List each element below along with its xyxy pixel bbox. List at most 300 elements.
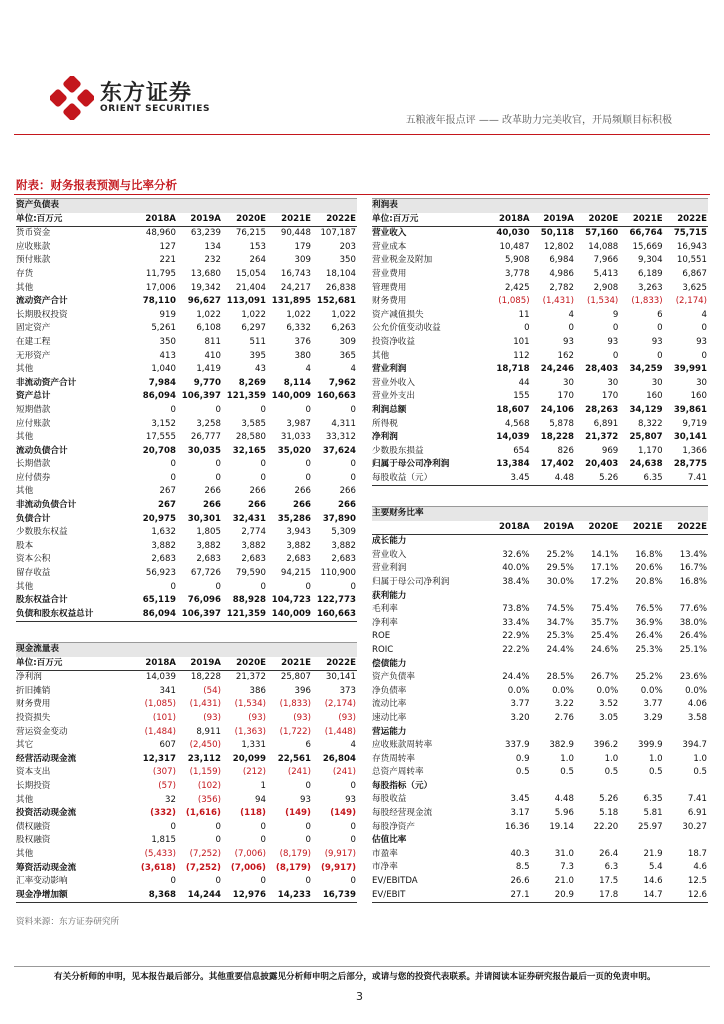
row-label: 无形资产 [16,350,51,361]
row-value: 5,878 [549,418,574,429]
row-value [619,658,663,672]
row-label: 长期借款 [16,459,51,470]
logo-mark-icon [50,76,94,120]
table-row [372,685,708,699]
year-header: 2022E [312,657,357,671]
row-value: 162 [557,350,574,361]
row-value: 14.6 [643,876,663,887]
row-value: 0 [170,876,176,887]
row-value: 8,269 [238,377,266,388]
row-value: 0 [350,835,356,846]
row-value: 25.2% [635,672,663,683]
row-value: 6,891 [593,418,619,429]
row-value: (1,431) [542,296,574,307]
row-value: 33.4% [502,617,530,628]
row-value: (2,174) [675,296,707,307]
row-value: 3.17 [510,808,530,819]
row-value: 0 [568,323,574,334]
row-label: 财务费用 [16,699,51,710]
row-value: 21.9 [643,848,663,859]
row-label: 经营活动现金流 [16,753,77,764]
row-value: 0.0% [596,685,619,696]
row-value: 31.0 [554,848,574,859]
row-value: 2,683 [331,554,356,565]
row-value: 396 [294,685,311,696]
row-label: 短期借款 [16,404,51,415]
table-row [372,671,708,685]
row-value: 3.29 [643,712,663,723]
row-label: 投资损失 [16,712,51,723]
row-value: 15,669 [632,241,663,252]
header-divider [14,134,710,135]
row-value [619,590,663,604]
row-label: 少数股东损益 [372,445,424,456]
row-value: (8,179) [279,848,311,859]
table-row [16,336,357,350]
table-row [16,458,357,472]
row-value: 9 [612,309,619,320]
row-label: 其他 [16,848,34,859]
row-value: 93 [696,336,707,347]
row-value: 79,590 [235,568,266,579]
row-label: 每股收益 [372,794,407,805]
unit-header [372,521,486,535]
row-value: 3.77 [510,699,530,710]
row-label: 每股经营现金流 [372,808,433,819]
row-value: 0 [657,350,663,361]
table-row [372,576,708,590]
row-value: 5.81 [643,808,663,819]
row-value: 22.9% [502,631,530,642]
table-row [372,472,708,486]
row-value: 9,304 [638,255,663,266]
row-value: 73.8% [502,604,530,615]
row-value: 18,228 [190,672,221,683]
row-value: 26,838 [325,282,356,293]
report-title: 五粮液年报点评 —— 改革助力完美收官，开局频顺目标积极 [405,115,672,126]
row-value: (1,431) [189,699,221,710]
row-value: 266 [338,500,356,511]
row-value: 1,170 [638,445,663,456]
row-value: 511 [249,336,266,347]
row-value: 309 [294,255,311,266]
row-value: 0 [215,876,221,887]
row-value: 394.7 [682,740,707,751]
row-value: 4 [305,364,311,375]
section-divider [14,194,710,195]
table-title: 现金流量表 [16,643,357,657]
table-header-row [372,521,708,535]
row-label: 营业利润 [372,563,407,574]
row-value: 35,020 [277,445,311,456]
row-value: 39,991 [673,364,707,375]
row-value: 2.76 [554,712,574,723]
row-value: 101 [513,336,530,347]
row-value: 8,114 [283,377,311,388]
row-value: 3,943 [286,527,311,538]
row-value: 20,708 [142,445,176,456]
row-value: 10,551 [676,255,707,266]
row-value: 63,239 [190,228,221,239]
row-value: 4,311 [331,418,356,429]
row-value: 6,867 [682,268,707,279]
table-row [372,418,708,432]
row-value: 6,108 [196,323,221,334]
table-row [372,254,708,268]
row-value: 170 [601,391,619,402]
row-value: 153 [249,241,266,252]
row-value: 6,297 [241,323,266,334]
row-value: 607 [159,740,176,751]
table-row [16,780,357,794]
row-value: (93) [338,712,356,723]
cash-flow-table [16,642,357,903]
row-value: 24,106 [540,404,574,415]
row-value: 140,009 [267,608,312,622]
row-value: 13,384 [496,459,530,470]
row-label: 少数股东权益 [16,527,68,538]
row-label: 折旧摊销 [16,685,51,696]
row-value: 76,096 [187,595,221,606]
row-value: 56,923 [145,568,176,579]
row-value: 0 [260,821,266,832]
table-row [372,848,708,862]
year-header: 2018A [132,213,177,227]
table-header-row [16,213,357,227]
row-value [575,780,619,794]
table-row [372,295,708,309]
row-value: 24.6% [590,644,619,655]
row-label: 非流动负债合计 [16,500,77,511]
year-header: 2022E [664,213,708,227]
row-value: 26.4% [635,631,663,642]
row-value: 96,627 [187,296,221,307]
row-value: 104,723 [271,595,311,606]
row-value: 78,110 [142,296,176,307]
row-value: (8,179) [275,862,311,873]
row-value: 1,022 [241,309,266,320]
row-label: 现金净增加额 [16,889,132,903]
row-value: 826 [557,445,574,456]
row-label: 每股指标（元） [372,780,433,791]
row-value: 386 [249,685,266,696]
table-row [16,513,357,527]
row-value: (9,917) [320,862,356,873]
row-value: 113,091 [226,296,266,307]
logo-english-name: ORIENT SECURITIES [100,104,211,114]
table-title: 利润表 [372,199,708,213]
row-value: 30,141 [325,672,356,683]
row-value: 131,895 [271,296,311,307]
row-value: 23.6% [679,672,707,683]
row-value: 30.27 [682,821,707,832]
row-value: 3.58 [687,712,707,723]
row-label: 速动比率 [372,712,407,723]
table-row [16,766,357,780]
table-row [372,644,708,658]
table-row [372,322,708,336]
row-value: 20.9 [531,889,575,903]
row-value: 94 [255,794,266,805]
row-value: 17,555 [145,432,176,443]
row-value: (332) [150,808,176,819]
row-value: 1,805 [196,527,221,538]
row-label: 股权融资 [16,835,51,846]
row-value: 2,908 [593,282,619,293]
row-value: 9,770 [193,377,221,388]
row-value: 5,309 [331,527,356,538]
table-row [16,594,357,608]
row-label: 财务费用 [372,296,407,307]
row-value: 28,403 [585,364,619,375]
row-label: 股本 [16,540,34,551]
row-value: 40.0% [502,563,530,574]
row-value [531,780,575,794]
row-value: 32,165 [232,445,266,456]
row-value: 0 [305,835,311,846]
row-value: 21,372 [235,672,266,683]
unit-header: 单位:百万元 [16,657,132,671]
row-value [486,535,530,549]
row-value: (307) [152,767,176,778]
row-label: 存货 [16,268,34,279]
row-value: (1,534) [586,296,619,307]
row-value: 2,683 [151,554,176,565]
table-row [372,753,708,767]
row-value: 0.0% [552,685,574,696]
row-label: 流动比率 [372,699,407,710]
row-label: 应付债券 [16,472,51,483]
row-value: 0 [350,404,356,415]
row-label: 营业收入 [372,549,407,560]
row-value: 341 [159,685,176,696]
table-row [16,685,357,699]
row-value: 654 [513,445,530,456]
row-value: 410 [204,350,221,361]
row-value: 24.4% [502,672,530,683]
row-value: 122,773 [316,595,356,606]
row-value: 0 [170,472,176,483]
year-header: 2022E [312,213,357,227]
row-value: 90,448 [280,228,311,239]
row-value: 0.5 [693,767,707,778]
row-value: 0 [260,876,266,887]
table-row [372,458,708,472]
row-value: (241) [287,767,311,778]
row-label: 归属于母公司净利润 [372,576,450,587]
row-value: 22,561 [277,753,311,764]
row-value: (7,006) [234,848,266,859]
row-value: 38.0% [679,617,707,628]
table-row [16,567,357,581]
row-value: 6,189 [638,268,663,279]
row-value: 32 [165,794,176,805]
row-value: 3.52 [599,699,619,710]
row-label: 应付账款 [16,418,51,429]
row-value: 25.97 [638,821,663,832]
table-row [16,889,357,903]
row-value: 266 [294,486,311,497]
table-row [16,445,357,459]
row-label: 在建工程 [16,336,51,347]
row-value: 0 [215,581,221,592]
row-value: 160,663 [316,391,356,402]
row-value: 35.7% [590,617,619,628]
row-value: 24,638 [629,459,663,470]
row-value: 8,368 [132,889,177,903]
data-source-note: 资料来源：东方证券研究所 [16,917,120,927]
row-value: 1,022 [196,309,221,320]
table-row [16,671,357,685]
table-row [16,485,357,499]
year-header: 2018A [486,213,530,227]
row-value: 17,402 [540,459,574,470]
row-value: 75,715 [673,228,707,239]
row-value: 6 [657,309,663,320]
table-row [372,603,708,617]
row-value: 12.6 [664,889,708,903]
row-value: 28.5% [546,672,574,683]
row-value: 0 [170,404,176,415]
row-value: 0 [657,323,663,334]
row-value: 140,009 [271,391,311,402]
row-value: (9,917) [324,848,356,859]
table-row [372,766,708,780]
row-label: 归属于母公司净利润 [372,459,450,470]
table-row [16,875,357,889]
row-value: 0 [305,404,311,415]
row-value: (1,448) [324,726,356,737]
row-label: 公允价值变动收益 [372,323,441,334]
row-value: 35,286 [277,513,311,524]
row-value: (7,252) [185,862,221,873]
row-value [531,658,575,672]
row-value: 65,119 [142,595,176,606]
row-value: (1,159) [189,767,221,778]
row-value: 30 [607,377,619,388]
row-value: 170 [557,391,574,402]
row-value [664,658,708,672]
row-label: 获利能力 [372,590,407,601]
row-value: 20,099 [232,753,266,764]
row-value: 106,397 [181,391,221,402]
row-value: 4 [568,309,574,320]
row-value: (2,174) [324,699,356,710]
table-row [16,472,357,486]
row-label: 货币资金 [16,228,51,239]
year-header: 2020E [575,521,619,535]
row-value: 31,033 [280,432,311,443]
row-value: (1,833) [631,296,663,307]
row-value: 30 [696,377,707,388]
row-label: 营运能力 [372,726,407,737]
row-value: 26.6 [510,876,530,887]
table-header-row [16,657,357,671]
row-value: 3.22 [554,699,574,710]
row-value: 12.5 [687,876,707,887]
row-value: 26.7% [590,672,619,683]
row-value: (101) [152,712,176,723]
row-label: 其他 [16,364,34,375]
year-header: 2021E [267,657,312,671]
row-label: 其他 [16,581,34,592]
row-value: 6.35 [643,794,663,805]
row-value: 12,976 [222,889,267,903]
row-value: 25.3% [546,631,574,642]
row-value [664,535,708,549]
row-value: 30 [651,377,663,388]
row-value: 57,160 [585,228,619,239]
row-value: 5.4 [648,862,663,873]
row-label: 长期投资 [16,780,51,791]
row-value: (93) [248,712,266,723]
row-value: 121,359 [222,608,267,622]
row-value: 16.36 [504,821,530,832]
row-value: 0 [215,404,221,415]
table-row [16,350,357,364]
row-label: 每股净资产 [372,821,415,832]
row-label: 负债和股东权益总计 [16,608,132,622]
row-value: 86,094 [132,608,177,622]
table-row [16,390,357,404]
row-value: 88,928 [232,595,266,606]
row-value: 17.2% [590,576,619,587]
row-value: 5.18 [599,808,619,819]
row-value: 395 [249,350,266,361]
row-value: 19.14 [549,821,574,832]
row-value: 0 [524,323,530,334]
row-value: 0 [701,323,707,334]
row-label: 成长能力 [372,536,407,547]
row-value: 1 [260,780,266,791]
row-value: 28,263 [585,404,619,415]
table-row [16,295,357,309]
row-label: 估值比率 [372,835,407,846]
table-row [372,336,708,350]
row-value: 3,882 [241,540,266,551]
row-value: (93) [203,712,221,723]
row-value: 1,366 [682,445,707,456]
table-row [16,526,357,540]
row-value: 6,984 [549,255,574,266]
row-value: 160 [690,391,707,402]
table-row [372,363,708,377]
row-value: 8,322 [638,418,663,429]
row-value: 350 [159,336,176,347]
table-row [16,254,357,268]
row-label: 固定资产 [16,323,51,334]
table-row [372,739,708,753]
row-value [575,590,619,604]
row-value: 0.5 [604,767,619,778]
table-row [16,404,357,418]
row-value: 17.8 [575,889,619,903]
row-value: 0 [170,581,176,592]
row-value: 20,975 [142,513,176,524]
row-value: 74.5% [546,604,574,615]
row-label: 非流动资产合计 [16,377,77,388]
row-label: 资产减值损失 [372,309,424,320]
table-row [372,282,708,296]
row-value: 5,908 [504,255,530,266]
row-value: 40.3 [510,848,530,859]
row-label: 市净率 [372,862,398,873]
table-row [372,431,708,445]
row-label: 利润总额 [372,404,407,415]
table-row [372,268,708,282]
row-value: 0 [260,459,266,470]
row-value: 3,882 [196,540,221,551]
